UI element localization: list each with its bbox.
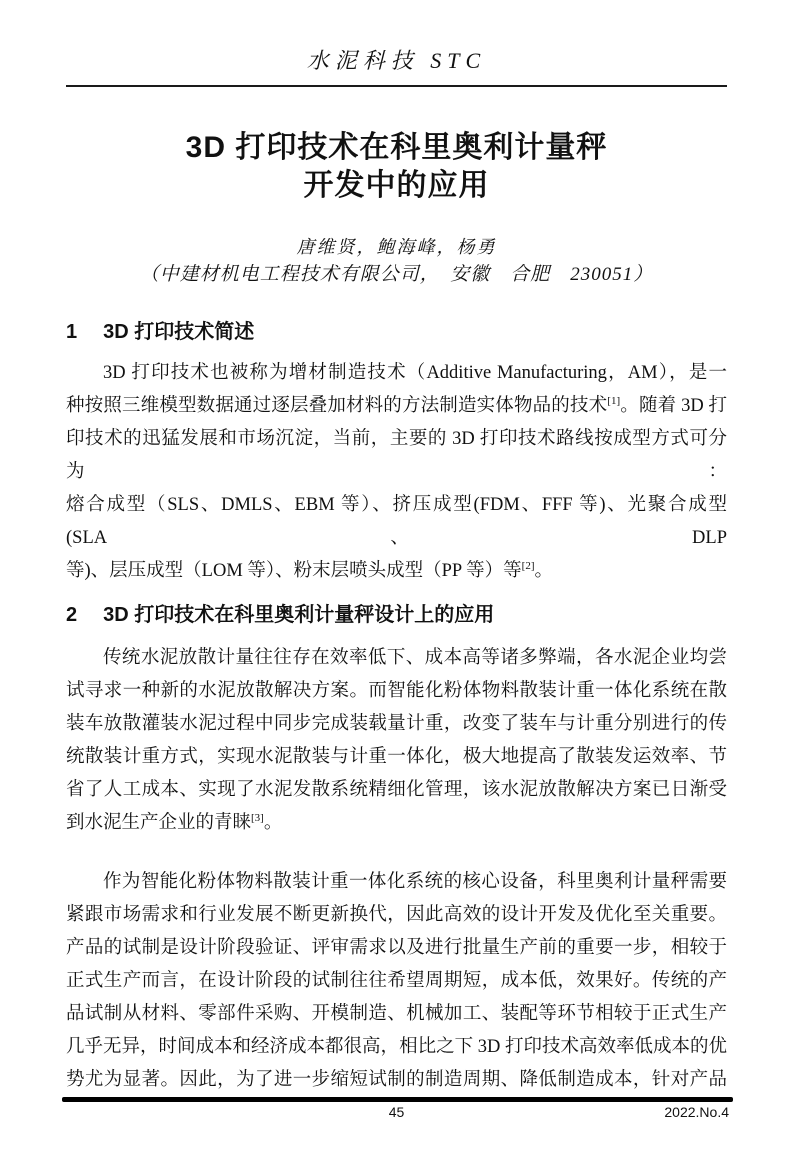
reference-marker: [1] [607,394,621,407]
section-2-body [66,642,727,1097]
section-1-number: 1 [66,321,78,343]
section-1-body [66,357,727,588]
section-2-heading [66,600,727,630]
text-line: 种按照三维模型数据通过逐层叠加材料的方法制造实体物品的技术[1]。随着 3D 打 [66,394,727,416]
text-line: 产品的试制是设计阶段验证、评审需求以及进行批量生产前的重要一步，相较于 [66,938,727,958]
text-line: 作为智能化粉体物料散装计重一体化系统的核心设备，科里奥利计量秤需要 [103,872,727,892]
text-line: 试寻求一种新的水泥放散解决方案。而智能化粉体物料散装计重一体化系统在散 [66,681,727,701]
text-line: 品试制从材料、零部件采购、开模制造、机械加工、装配等环节相较于正式生产 [66,1004,727,1024]
article-title-line1: 3D 打印技术在科里奥利计量秤 [185,131,608,164]
section-2-heading-text: 3D 打印技术在科里奥利计量秤设计上的应用 [103,604,495,626]
body-paragraph [66,642,727,840]
text-line: 3D 打印技术也被称为增材制造技术（Additive Manufacturing，AM），是一 [103,363,727,383]
text-line: 熔合成型（SLS、DMLS、EBM 等）、挤压成型(FDM、FFF 等)、光聚合成型(SLA、DLP [66,495,727,548]
document-page [0,46,793,1168]
text-line: 装车放散灌装水泥过程中同步完成装载量计重，改变了装车与计重分别进行的传 [66,714,727,734]
text-line: 印技术的迅猛发展和市场沉淀，当前，主要的 3D 打印技术路线按成型方式可分为： [66,429,727,482]
text-line: 几乎无异，时间成本和经济成本都很高，相比之下 3D 打印技术高效率低成本的优 [66,1037,727,1057]
page-number: 45 [388,1104,405,1120]
article-title [66,129,727,205]
affiliation-line: （中建材机电工程技术有限公司， 安徽 合肥 230051） [139,264,654,285]
issue-label: 2022.No.4 [664,1104,729,1120]
header-rule [66,85,727,87]
text-line: 省了人工成本、实现了水泥发散系统精细化管理，该水泥放散解决方案已日渐受 [66,780,727,800]
article-title-line2: 开发中的应用 [303,169,490,202]
text-line: 势尤为显著。因此，为了进一步缩短试制的制造周期、降低制造成本，针对产品 [66,1070,727,1090]
text-line: 传统水泥放散计量往往存在效率低下、成本高等诸多弊端，各水泥企业均尝 [103,648,727,668]
section-1-heading-text: 3D 打印技术简述 [103,321,255,343]
text-line: 统散装计重方式，实现水泥散装与计重一体化，极大地提高了散装发运效率、节 [66,747,727,767]
footer-rule [62,1097,733,1102]
authors-line: 唐维贤，鲍海峰，杨勇 [296,237,497,257]
text-line: 紧跟市场需求和行业发展不断更新换代，因此高效的设计开发及优化至关重要。 [66,905,727,925]
section-2-number: 2 [66,604,78,626]
reference-marker: [3] [251,811,264,824]
body-paragraph [66,357,727,588]
body-paragraph [66,866,727,1097]
text-line: 等)、层压成型（LOM 等）、粉末层喷头成型（PP 等）等[2]。 [66,559,554,581]
reference-marker: [2] [521,559,535,572]
text-line: 到水泥生产企业的青睐[3]。 [66,811,283,833]
section-1-heading [66,317,727,347]
text-line: 正式生产而言，在设计阶段的试制往往希望周期短，成本低，效果好。传统的产 [66,971,727,991]
journal-title: 水泥科技 STC [306,48,487,73]
